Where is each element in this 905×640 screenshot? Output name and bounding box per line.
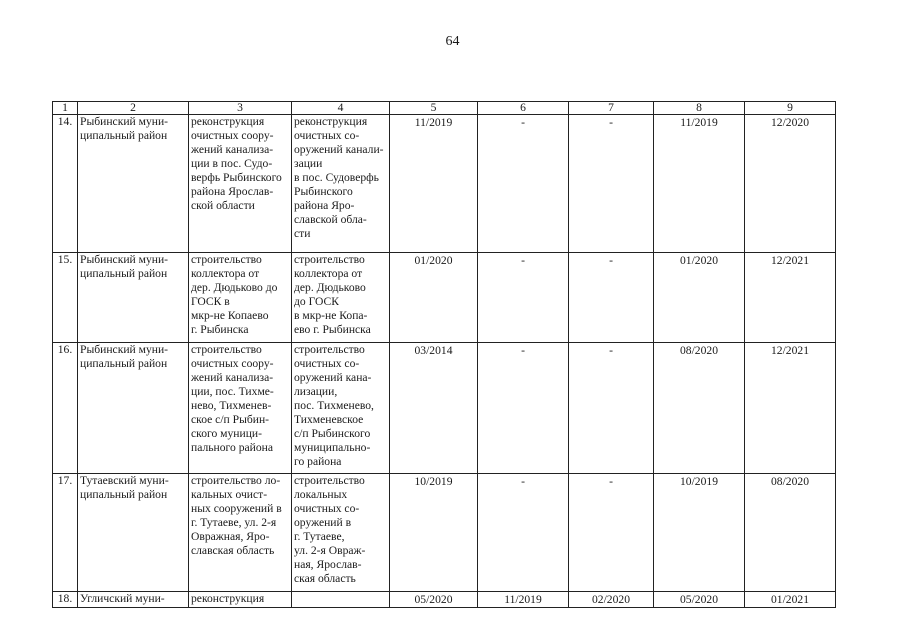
- column-header: 1: [53, 102, 78, 115]
- date-cell: 05/2020: [390, 592, 478, 608]
- date-cell: -: [478, 474, 569, 592]
- date-cell: 10/2019: [390, 474, 478, 592]
- table-row: [53, 253, 836, 343]
- object-fact-cell: реконструкция очистных со- оружений канали- зации в пос. Судоверфь Рыбинского района Яро- славской обла- сти: [292, 115, 390, 253]
- date-cell: -: [569, 115, 654, 253]
- date-cell: 12/2021: [745, 343, 836, 474]
- object-fact-cell: строительство очистных со- оружений кана- лизации, пос. Тихменево, Тихменевское с/п Рыбинского муниципально- го района: [292, 343, 390, 474]
- column-header: 9: [745, 102, 836, 115]
- object-plan-cell: строительство коллектора от дер. Дюдьково до ГОСК в мкр-не Копаево г. Рыбинска: [189, 253, 292, 343]
- row-number: 15.: [53, 253, 78, 343]
- column-header: 7: [569, 102, 654, 115]
- table-row: [53, 343, 836, 474]
- column-header: 4: [292, 102, 390, 115]
- page-number: 64: [445, 34, 460, 49]
- district-cell: Тутаевский муни- ципальный район: [78, 474, 189, 592]
- date-cell: -: [478, 343, 569, 474]
- object-fact-cell: строительство локальных очистных со- оружений в г. Тутаеве, ул. 2-я Овраж- ная, Ярослав- ская область: [292, 474, 390, 592]
- date-cell: 01/2020: [654, 253, 745, 343]
- row-number: 14.: [53, 115, 78, 253]
- date-cell: 08/2020: [654, 343, 745, 474]
- table-row: [53, 474, 836, 592]
- table-row: [53, 592, 836, 608]
- date-cell: -: [569, 253, 654, 343]
- column-header: 2: [78, 102, 189, 115]
- column-header: 3: [189, 102, 292, 115]
- date-cell: 01/2021: [745, 592, 836, 608]
- table-row: [53, 115, 836, 253]
- object-fact-cell: строительство коллектора от дер. Дюдьково до ГОСК в мкр-не Копа- ево г. Рыбинска: [292, 253, 390, 343]
- date-cell: 08/2020: [745, 474, 836, 592]
- date-cell: 03/2014: [390, 343, 478, 474]
- date-cell: 12/2020: [745, 115, 836, 253]
- column-header: 6: [478, 102, 569, 115]
- date-cell: 11/2019: [654, 115, 745, 253]
- object-plan-cell: реконструкция очистных соору- жений канализа- ции в пос. Судо- верфь Рыбинского района Ярослав- ской области: [189, 115, 292, 253]
- district-cell: Рыбинский муни- ципальный район: [78, 253, 189, 343]
- object-plan-cell: строительство очистных соору- жений канализа- ции, пос. Тихме- нево, Тихменев- ское с/п Рыбин- ского муници- пального района: [189, 343, 292, 474]
- district-cell: Рыбинский муни- ципальный район: [78, 343, 189, 474]
- column-header: 8: [654, 102, 745, 115]
- date-cell: 12/2021: [745, 253, 836, 343]
- object-fact-cell: [292, 592, 390, 608]
- schedule-table: [52, 101, 836, 608]
- date-cell: 01/2020: [390, 253, 478, 343]
- table-header-row: [53, 102, 836, 115]
- date-cell: -: [478, 253, 569, 343]
- table-body: [53, 102, 836, 608]
- date-cell: -: [478, 115, 569, 253]
- date-cell: 11/2019: [390, 115, 478, 253]
- object-plan-cell: реконструкция: [189, 592, 292, 608]
- row-number: 18.: [53, 592, 78, 608]
- date-cell: 10/2019: [654, 474, 745, 592]
- date-cell: 05/2020: [654, 592, 745, 608]
- date-cell: -: [569, 343, 654, 474]
- date-cell: 11/2019: [478, 592, 569, 608]
- column-header: 5: [390, 102, 478, 115]
- row-number: 16.: [53, 343, 78, 474]
- date-cell: -: [569, 474, 654, 592]
- district-cell: Угличский муни-: [78, 592, 189, 608]
- row-number: 17.: [53, 474, 78, 592]
- district-cell: Рыбинский муни- ципальный район: [78, 115, 189, 253]
- object-plan-cell: строительство ло- кальных очист- ных сооружений в г. Тутаеве, ул. 2-я Овражная, Яро- славская область: [189, 474, 292, 592]
- date-cell: 02/2020: [569, 592, 654, 608]
